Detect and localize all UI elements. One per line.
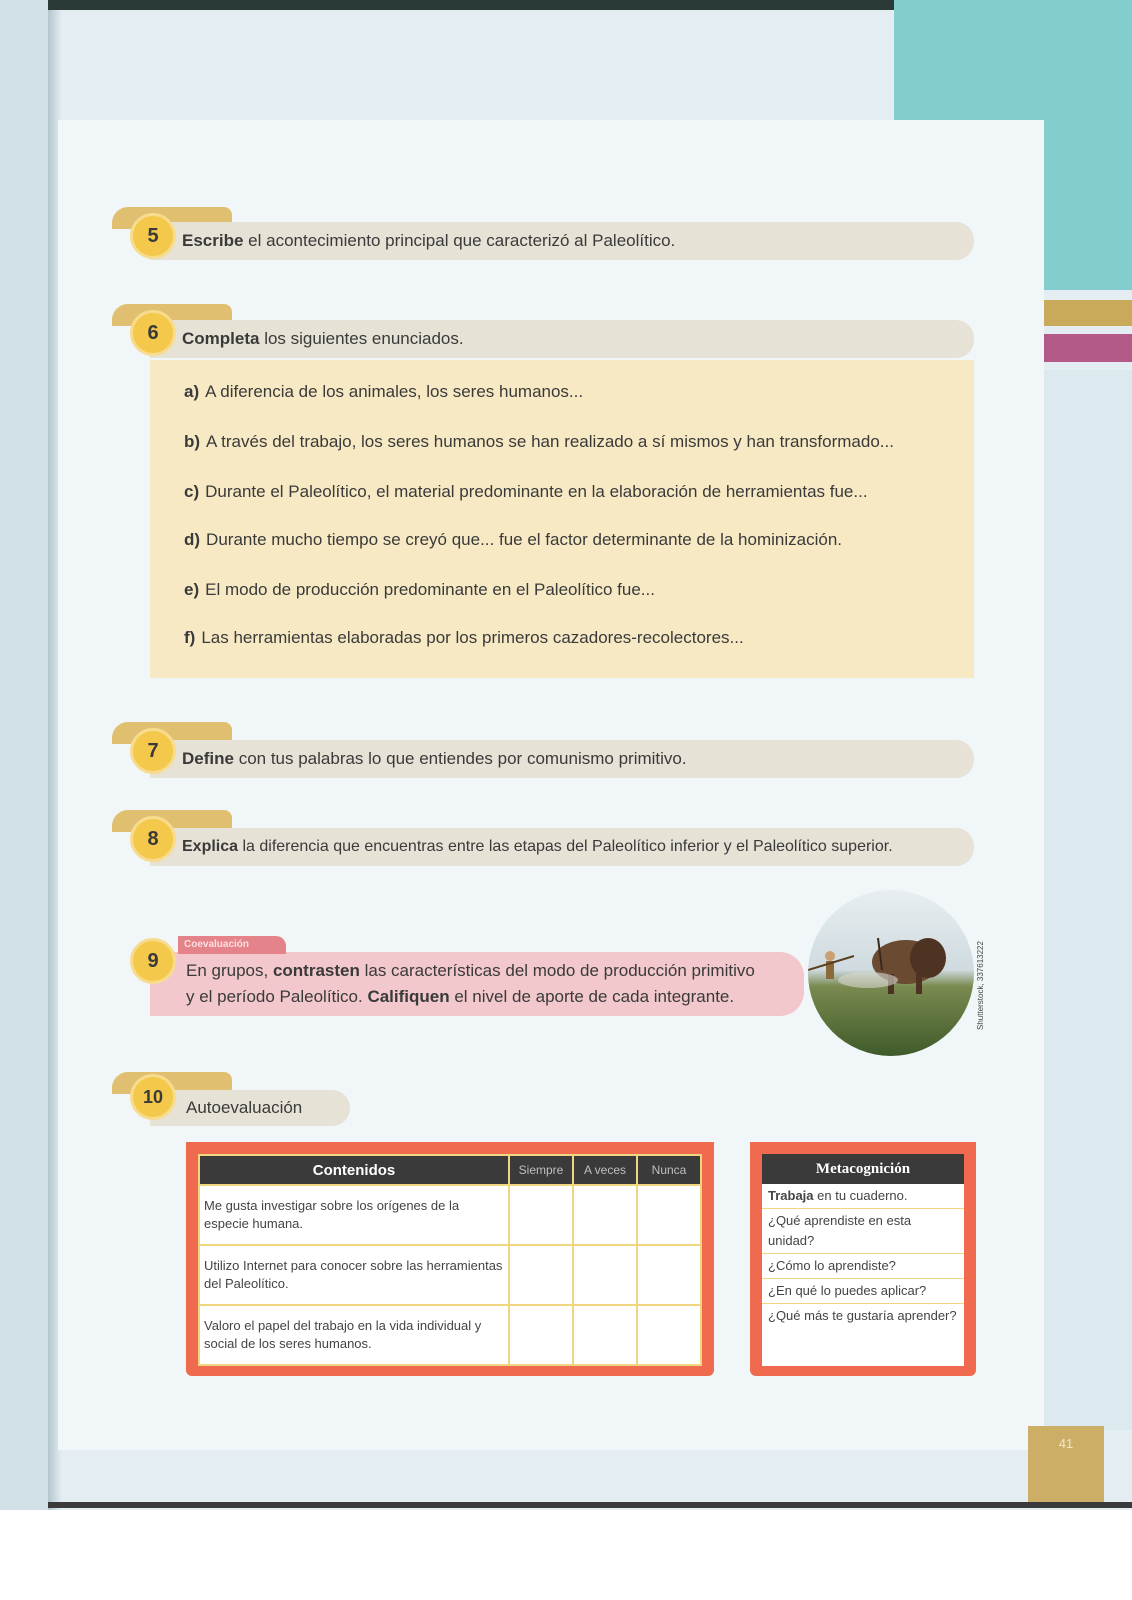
q9-line-1 <box>186 958 804 984</box>
q6-verb: Completa <box>182 329 260 348</box>
table-header-row <box>199 1155 701 1185</box>
q8-number: 8 <box>130 816 176 862</box>
cell-nunca[interactable] <box>637 1305 701 1365</box>
metacognicion-question: ¿Cómo lo aprendiste? <box>762 1254 964 1279</box>
cell-siempre[interactable] <box>509 1305 573 1365</box>
q6-item-text: A través del trabajo, los seres humanos se han realizado a sí mismos y han transformado... <box>206 432 894 451</box>
book-spine <box>0 0 52 1510</box>
side-magenta-tab <box>1044 334 1132 362</box>
q6-item-a <box>184 382 583 402</box>
q8-verb: Explica <box>182 838 239 855</box>
autoevaluacion-frame <box>186 1142 714 1376</box>
q6-item-d <box>184 530 842 550</box>
q6-letter: a) <box>184 382 200 401</box>
cell-nunca[interactable] <box>637 1245 701 1305</box>
side-panel <box>1044 370 1132 1430</box>
q9-prompt <box>150 952 804 1016</box>
q9-line-2 <box>186 984 804 1010</box>
table-row <box>199 1185 701 1245</box>
q6-item-b <box>184 432 894 452</box>
metacognicion-title: Metacognición <box>762 1154 964 1184</box>
photo-credit: Shutterstock, 337613222 <box>976 941 985 1030</box>
header-contenidos: Contenidos <box>199 1155 509 1185</box>
bottom-edge <box>48 1502 1132 1508</box>
cell-a-veces[interactable] <box>573 1305 637 1365</box>
q6-number: 6 <box>130 310 176 356</box>
q6-item-text: Las herramientas elaboradas por los primeros cazadores-recolectores... <box>201 628 744 647</box>
q10-title: Autoevaluación <box>186 1098 303 1117</box>
row-content: Me gusta investigar sobre los orígenes de la especie humana. <box>199 1185 509 1245</box>
q8-prompt <box>150 828 974 866</box>
q6-letter: e) <box>184 580 200 599</box>
q6-item-text: Durante mucho tiempo se creyó que... fue el factor determinante de la hominización. <box>206 530 843 549</box>
cell-siempre[interactable] <box>509 1245 573 1305</box>
q5-prompt <box>150 222 974 260</box>
header-siempre: Siempre <box>509 1155 573 1185</box>
q7-verb: Define <box>182 749 234 768</box>
q9-text: las características del modo de producción primitivo <box>359 961 755 980</box>
q7-number: 7 <box>130 728 176 774</box>
q6-item-f <box>184 628 744 648</box>
q6-letter: c) <box>184 482 200 501</box>
q6-item-c <box>184 482 868 502</box>
metacognicion-lead <box>762 1184 964 1209</box>
q6-item-text: Durante el Paleolítico, el material predominante en la elaboración de herramientas fue... <box>205 482 868 501</box>
hunter-bison-photo <box>808 890 974 1056</box>
q5-number: 5 <box>130 213 176 259</box>
header-a-veces: A veces <box>573 1155 637 1185</box>
q9-verb: Califiquen <box>367 987 450 1006</box>
side-gold-tab <box>1044 300 1132 326</box>
q6-item-text: El modo de producción predominante en el Paleolítico fue... <box>205 580 655 599</box>
table-row <box>199 1245 701 1305</box>
q10-number: 10 <box>130 1074 176 1120</box>
q9-text: y el período Paleolítico. <box>186 987 368 1006</box>
cell-a-veces[interactable] <box>573 1245 637 1305</box>
cell-nunca[interactable] <box>637 1185 701 1245</box>
row-content: Valoro el papel del trabajo en la vida individual y social de los seres humanos. <box>199 1305 509 1365</box>
q7-text: con tus palabras lo que entiendes por comunismo primitivo. <box>233 749 687 768</box>
q7-prompt <box>150 740 974 778</box>
lead-verb: Trabaja <box>768 1188 814 1203</box>
q6-letter: f) <box>184 628 196 647</box>
q9-text: En grupos, <box>186 961 273 980</box>
q6-item-text: A diferencia de los animales, los seres humanos... <box>205 382 584 401</box>
cell-siempre[interactable] <box>509 1185 573 1245</box>
metacognicion-question: ¿Qué aprendiste en esta unidad? <box>762 1209 964 1254</box>
cell-a-veces[interactable] <box>573 1185 637 1245</box>
q6-item-e <box>184 580 655 600</box>
metacognicion-box <box>762 1154 964 1366</box>
lead-text: en tu cuaderno. <box>813 1188 908 1203</box>
q5-verb: Escribe <box>182 231 244 250</box>
coevaluacion-label: Coevaluación <box>178 936 286 954</box>
page-number: 41 <box>1028 1426 1104 1502</box>
q8-text: la diferencia que encuentras entre las etapas del Paleolítico inferior y el Paleolítico superior. <box>238 838 893 855</box>
row-content: Utilizo Internet para conocer sobre las herramientas del Paleolítico. <box>199 1245 509 1305</box>
q6-letter: b) <box>184 432 201 451</box>
metacognicion-question: ¿En qué lo puedes aplicar? <box>762 1279 964 1304</box>
q10-prompt <box>150 1090 350 1126</box>
q9-text: el nivel de aporte de cada integrante. <box>449 987 735 1006</box>
autoevaluacion-table <box>198 1154 702 1366</box>
q6-text: los siguientes enunciados. <box>259 329 464 348</box>
metacognicion-question: ¿Qué más te gustaría aprender? <box>768 1308 957 1323</box>
q6-prompt <box>150 320 974 358</box>
metacognicion-frame <box>750 1142 976 1376</box>
q6-letter: d) <box>184 530 201 549</box>
q5-text: el acontecimiento principal que caracterizó al Paleolítico. <box>243 231 676 250</box>
header-nunca: Nunca <box>637 1155 701 1185</box>
q9-verb: contrasten <box>272 961 360 980</box>
hunter-bison-illustration <box>808 890 974 1056</box>
q9-number: 9 <box>130 938 176 984</box>
table-row <box>199 1305 701 1365</box>
